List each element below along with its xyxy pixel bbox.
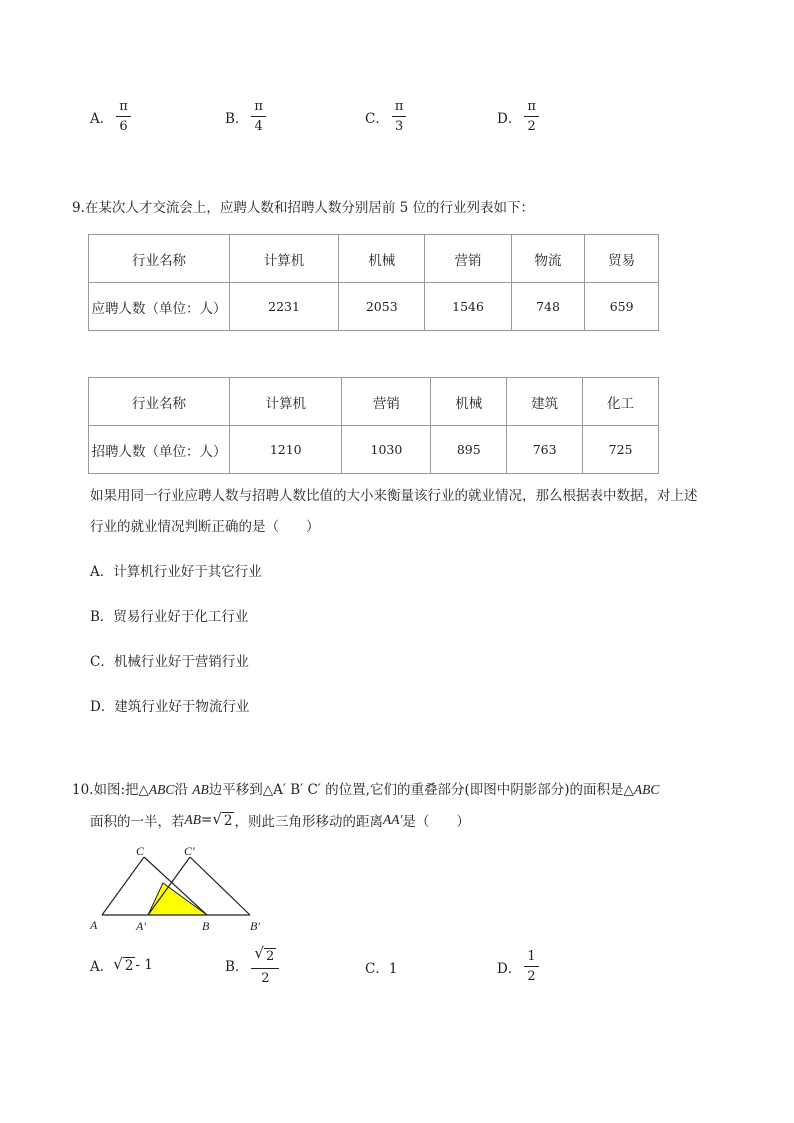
label-a-prime: A′ <box>136 919 146 933</box>
q10-segment-name: AB <box>192 782 209 797</box>
table-header-cell: 行业名称 <box>89 378 230 426</box>
q10-text: 10.如图:把△ <box>72 782 149 798</box>
table-row <box>89 426 659 474</box>
q8-option-b-numerator: π <box>251 100 266 117</box>
label-c: C <box>136 844 145 858</box>
q8-option-c-label: C． <box>365 110 389 127</box>
q10-option-d <box>497 950 539 983</box>
table-header-cell: 化工 <box>583 378 659 426</box>
q10-text: 边平移到△A′ B′ C′ 的位置,它们的重叠部分(即图中阴影部分)的面积是△ <box>208 782 634 798</box>
table-header-cell: 贸易 <box>585 235 659 283</box>
table-cell: 1030 <box>342 426 431 474</box>
q8-option-b-label: B． <box>225 110 249 127</box>
q8-option-c-fraction <box>392 100 407 133</box>
table-header-cell: 物流 <box>511 235 585 283</box>
q8-option-a-denominator: 6 <box>119 119 128 134</box>
table-cell: 1546 <box>425 283 511 331</box>
q8-option-b-fraction <box>251 100 266 133</box>
q8-option-d-fraction <box>524 100 539 133</box>
q10-option-b <box>225 946 279 985</box>
q8-option-b <box>225 100 266 133</box>
q10-option-c-label: C． <box>365 961 389 977</box>
table-row <box>89 378 659 426</box>
table-header-cell: 机械 <box>431 378 507 426</box>
q10-text: 是（ ） <box>402 814 470 830</box>
q9-text-line1: 如果用同一行业应聘人数与招聘人数比值的大小来衡量该行业的就业情况，那么根据表中数据，对上述 <box>90 488 698 504</box>
table-header-cell: 营销 <box>342 378 431 426</box>
sqrt-argument: 2 <box>265 949 275 964</box>
q8-option-d-numerator: π <box>524 100 539 117</box>
table-header-cell: 机械 <box>339 235 425 283</box>
table-cell: 1210 <box>230 426 342 474</box>
q10-translation-figure <box>84 842 274 934</box>
q8-option-a-label: A． <box>90 110 114 127</box>
triangle-a1b1c1-side <box>190 857 250 915</box>
q10-segment-name: AB <box>184 812 201 827</box>
table-cell: 763 <box>507 426 583 474</box>
q10-text: = <box>201 812 213 828</box>
table-cell: 895 <box>431 426 507 474</box>
q8-option-a-numerator: π <box>116 100 131 117</box>
q9-option-c: C．机械行业好于营销行业 <box>90 654 249 670</box>
q10-option-a-label: A． <box>90 959 114 975</box>
q10-stem-line1 <box>72 778 659 798</box>
q8-option-a <box>90 100 131 133</box>
table-header-cell: 营销 <box>425 235 511 283</box>
table-cell: 659 <box>585 283 659 331</box>
sqrt-symbol: √ 2 <box>212 810 233 830</box>
sqrt-symbol: √ 2 <box>113 955 134 975</box>
q9-option-b: B．贸易行业好于化工行业 <box>90 609 249 625</box>
q10-option-a <box>90 955 153 975</box>
q10-text: ，则此三角形移动的距离 <box>234 814 383 830</box>
q9-applicants-table <box>88 234 659 331</box>
table-row <box>89 235 659 283</box>
q10-option-d-fraction <box>524 950 538 983</box>
q8-option-b-denominator: 4 <box>254 119 263 134</box>
q8-option-c-numerator: π <box>392 100 407 117</box>
q10-option-c <box>365 957 397 977</box>
q10-stem-line2 <box>90 810 470 830</box>
q9-recruitment-table <box>88 377 659 474</box>
q10-option-d-label: D． <box>497 960 522 977</box>
table-cell: 2231 <box>230 283 339 331</box>
table-header-cell: 行业名称 <box>89 235 230 283</box>
q10-option-a-tail: - 1 <box>135 957 153 973</box>
table-cell: 2053 <box>339 283 425 331</box>
q10-option-d-numerator: 1 <box>524 950 538 967</box>
table-cell: 748 <box>511 283 585 331</box>
q10-segment-name: AA′ <box>382 812 403 827</box>
table-row-label: 招聘人数（单位：人） <box>89 426 230 474</box>
label-b: B <box>202 919 210 933</box>
q9-option-d: D．建筑行业好于物流行业 <box>90 699 250 715</box>
label-a: A <box>90 918 98 932</box>
q10-option-b-fraction <box>251 946 279 985</box>
sqrt-argument: 2 <box>124 958 134 975</box>
q10-option-b-numerator <box>251 946 279 969</box>
label-c-prime: C′ <box>184 844 195 858</box>
triangle-abc-side <box>102 857 144 915</box>
q9-text-line2: 行业的就业情况判断正确的是（ ） <box>90 519 320 535</box>
q10-option-c-value: 1 <box>388 961 398 977</box>
table-row-label: 应聘人数（单位：人） <box>89 283 230 331</box>
sqrt-symbol: √ 2 <box>254 944 275 964</box>
table-header-cell: 建筑 <box>507 378 583 426</box>
q9-option-a: A．计算机行业好于其它行业 <box>90 564 262 580</box>
q8-option-c <box>365 100 406 133</box>
table-row <box>89 283 659 331</box>
table-cell: 725 <box>583 426 659 474</box>
q10-option-d-denominator: 2 <box>527 969 536 984</box>
table-header-cell: 计算机 <box>230 235 339 283</box>
q10-triangle-name: ABC <box>633 782 660 797</box>
q8-option-d-denominator: 2 <box>527 119 536 134</box>
q8-option-c-denominator: 3 <box>394 119 404 134</box>
q8-option-d <box>497 100 539 133</box>
table-header-cell: 计算机 <box>230 378 342 426</box>
q10-option-b-label: B． <box>225 959 249 976</box>
q10-text: 面积的一半，若 <box>90 814 185 830</box>
sqrt-argument: 2 <box>223 813 233 830</box>
q10-option-b-denominator: 2 <box>261 970 270 986</box>
q9-stem: 9.在某次人才交流会上，应聘人数和招聘人数分别居前 5 位的行业列表如下： <box>72 200 535 216</box>
q8-option-a-fraction <box>116 100 131 133</box>
q10-text: 沿 <box>174 782 193 798</box>
q8-option-d-label: D． <box>497 110 522 127</box>
q10-triangle-name: ABC <box>148 782 175 797</box>
label-b-prime: B′ <box>250 919 260 933</box>
